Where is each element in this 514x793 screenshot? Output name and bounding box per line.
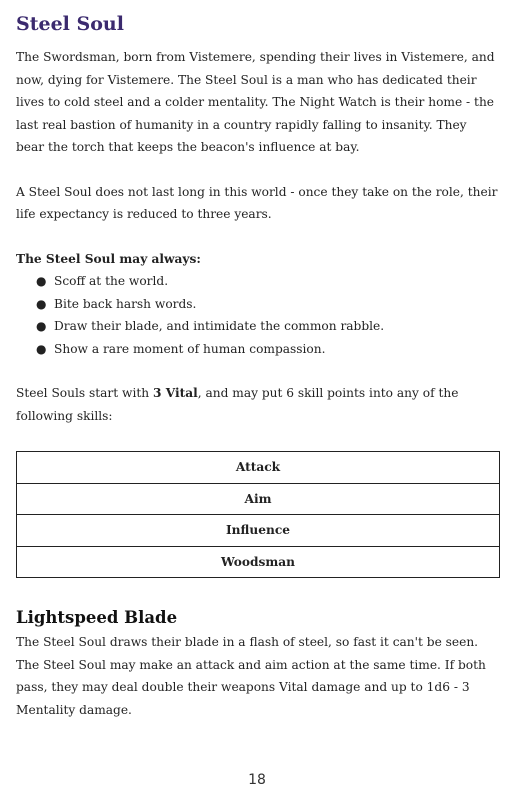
list-item-text: Draw their blade, and intimidate the common rabble.: [54, 319, 385, 333]
bullet-icon: ●: [36, 341, 47, 356]
list-item: [36, 338, 498, 361]
lifespan-paragraph: A Steel Soul does not last long in this world - once they take on the role, their life expectancy is reduced to three years.: [16, 184, 498, 221]
intro-paragraph: The Swordsman, born from Vistemere, spending their lives in Vistemere, and now, dying for Vistemere. The Steel Soul is a man who has dedicated their lives to cold steel and a colder mentality. The Night Watch is their home - the last real bastion of humanity in a country rapidly falling to insanity. They bear the torch that keeps the beacon's influence at bay.: [16, 50, 495, 154]
bullet-icon: ●: [36, 319, 47, 333]
always-heading: The Steel Soul may always:: [16, 251, 201, 266]
skills-table: [16, 451, 500, 578]
list-item-text: Show a rare moment of human compassion.: [54, 341, 326, 356]
table-row: Aim: [17, 483, 499, 515]
page-content: [16, 10, 498, 721]
bullet-icon: ●: [36, 274, 47, 288]
vital-value: 3 Vital: [152, 386, 198, 400]
list-item: [36, 315, 498, 338]
skills-intro-after: , and may put 6 skill points into any of the following skills:: [16, 386, 459, 423]
list-item-text: Scoff at the world.: [54, 274, 169, 288]
list-item-text: Bite back harsh words.: [54, 296, 197, 311]
skills-intro-before: Steel Souls start with: [16, 386, 153, 400]
table-row: Woodsman: [17, 546, 499, 578]
bullet-icon: ●: [36, 296, 47, 311]
ability-title: Lightspeed Blade: [16, 608, 178, 627]
always-list: [16, 270, 498, 360]
table-row: Influence: [17, 514, 499, 546]
page-title: Steel Soul: [16, 13, 124, 35]
list-item: [36, 293, 498, 316]
skills-intro-paragraph: [16, 382, 498, 427]
page-number: 18: [248, 772, 266, 788]
table-row: Attack: [235, 460, 281, 474]
list-item: [36, 270, 498, 293]
ability-description: The Steel Soul draws their blade in a flash of steel, so fast it can't be seen. The Steel Soul may make an attack and aim action at the same time. If both pass, they may deal double their weapons Vital damage and up to 1d6 - 3 Mentality damage.: [16, 635, 486, 717]
